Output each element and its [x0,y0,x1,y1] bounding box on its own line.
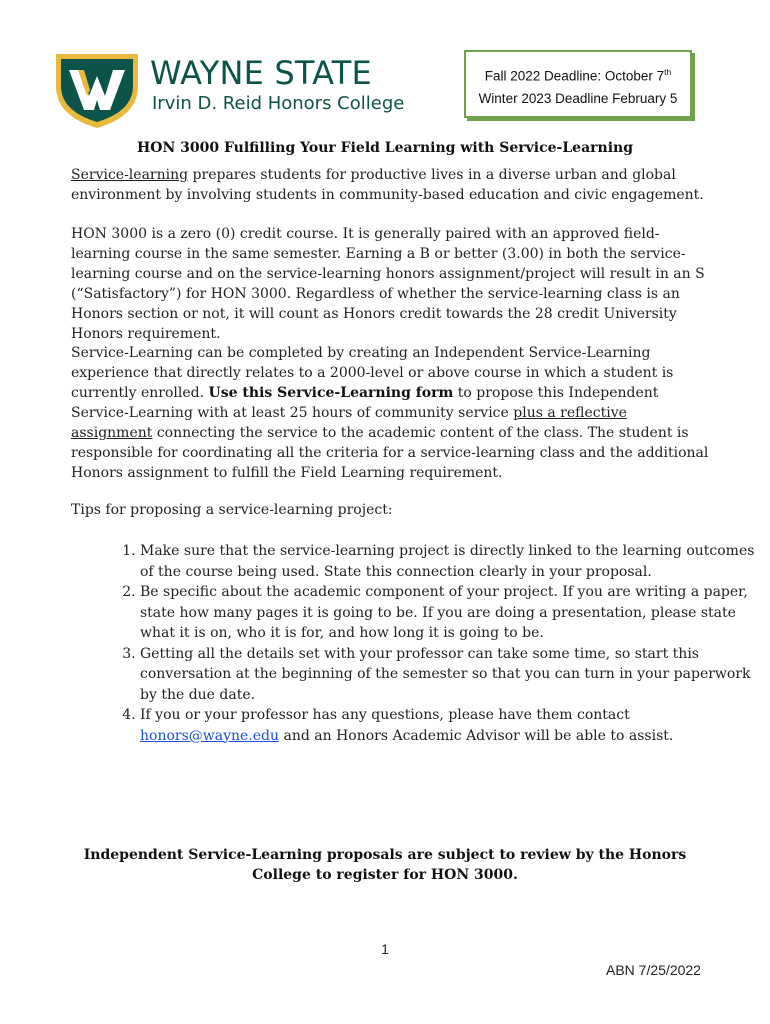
page-number: 1 [381,941,389,957]
list-item: 1. Make sure that the service-learning project is directly linked to the learning outcomes of the course being used. State this connection clearly in your proposal. [140,541,760,582]
fall-deadline: Fall 2022 Deadline: October 7th [484,67,672,84]
list-item: 3. Getting all the details set with your professor can take some time, so start this conversation at the beginning of the semester so that you can turn in your paperwork by the due date. [140,644,760,706]
fall-deadline-ordinal: th [664,67,672,77]
list-item: 2. Be specific about the academic component of your project. If you are writing a paper, state how many pages it is going to be. If you are doing a presentation, please state what it is on, who it is for, and how long it is going to be. [140,582,760,644]
footer-code: ABN 7/25/2022 [606,962,701,978]
list-item: 4. If you or your professor has any questions, please have them contact honors@wayne.edu and an Honors Academic Advisor will be able to assist. [140,705,760,746]
tips-heading: Tips for proposing a service-learning project: [71,502,393,518]
credit-paragraph: HON 3000 is a zero (0) credit course. It is generally paired with an approved field-learning course in the same semester. Earning a B or better (3.00) in both the service-learning course and on the service-learning honors assignment/project will result in an S (“Satisfactory”) for HON 3000. Regardless of whether the service-learning class is an Honors section or not, it will count as Honors credit towards the 28 credit University Honors requirement. [71,226,705,342]
intro-paragraph [71,165,711,205]
intro-lead: Service-learning [71,167,189,183]
tips-list [71,541,760,746]
closing-note: Independent Service-Learning proposals are subject to review by the Honors College to register for HON 3000. [83,847,687,883]
reflective-assignment-text: plus a reflective assignment [71,405,627,441]
brand-name: WAYNE STATE [150,54,372,92]
intro-rest: prepares students for productive lives in a diverse urban and global environment by involving students in community-based education and civic engagement. [71,167,704,203]
independent-paragraph: Service-Learning can be completed by creating an Independent Service-Learning experience that directly relates to a 2000-level or above course in which a student is currently enrolled. Use this Service-Learning form to propose this Independent Service-Learning with at least 25 hours of community service plus a reflective assignment connecting the service to the academic content of the class. The student is responsible for coordinating all the criteria for a service-learning class and the additional Honors assignment to fulfill the Field Learning requirement. [71,345,709,481]
page-title: HON 3000 Fulfilling Your Field Learning with Service-Learning [137,140,633,156]
honors-email-link[interactable]: honors@wayne.edu [140,727,280,744]
service-learning-form-link[interactable]: Use this Service-Learning form [208,385,454,401]
deadline-box [464,50,692,118]
winter-deadline: Winter 2023 Deadline February 5 [478,90,678,106]
brand-subtitle: Irvin D. Reid Honors College [152,93,405,114]
wayne-state-shield-logo [52,50,142,130]
